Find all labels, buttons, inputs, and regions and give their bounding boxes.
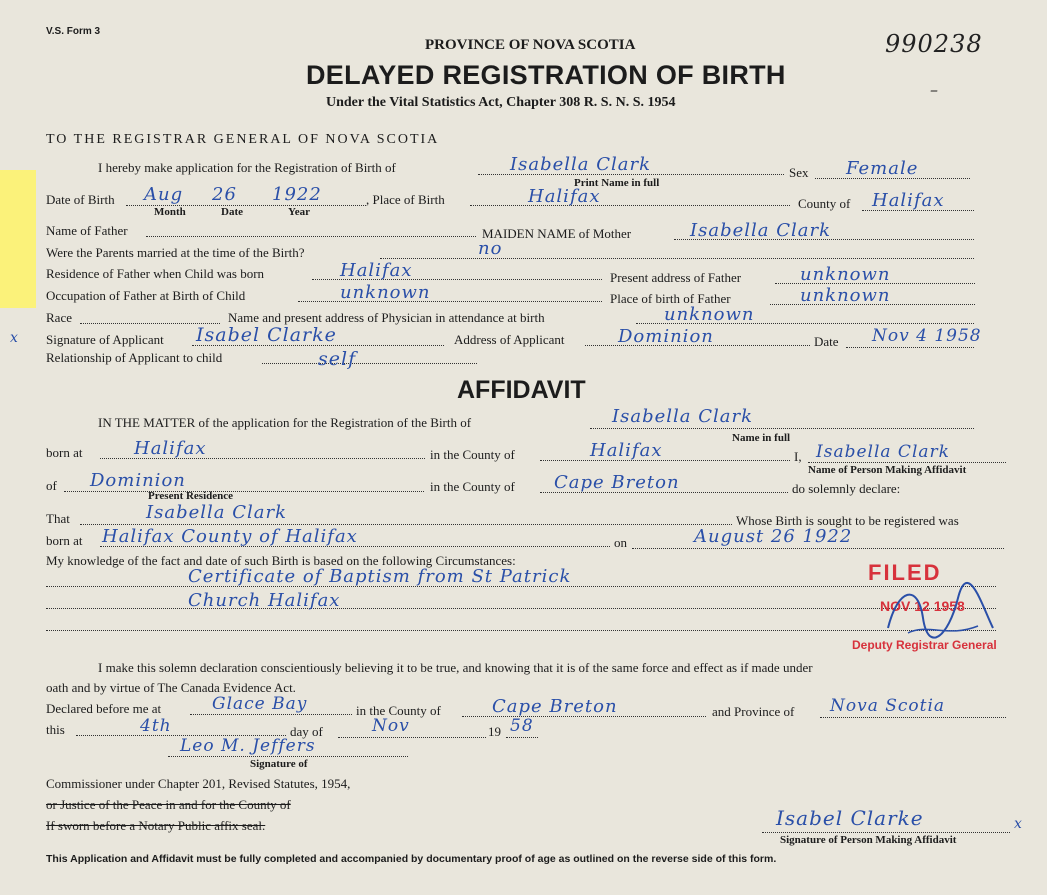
present-address-value: unknown: [800, 264, 891, 285]
label-signature: Signature of Applicant: [46, 332, 164, 347]
born-county-value: Halifax: [590, 440, 663, 461]
label-year: Year: [288, 206, 310, 218]
line-province: [820, 717, 1006, 718]
born-at2-value: Halifax County of Halifax: [102, 526, 358, 547]
label-address: Address of Applicant: [454, 332, 565, 347]
residence-aff-value: Dominion: [90, 470, 186, 491]
line-born-county: [540, 460, 790, 461]
affidavit-heading: AFFIDAVIT: [457, 376, 586, 404]
line-affiant: [808, 462, 1006, 463]
x-mark-left: x: [10, 330, 19, 346]
label-apply: I hereby make application for the Registration of Birth of: [98, 160, 396, 175]
label-declared: Declared before me at: [46, 701, 162, 716]
label-commissioner: Commissioner under Chapter 201, Revised Statutes, 1954,: [46, 776, 351, 791]
label-race: Race: [46, 310, 72, 325]
label-present-address: Present address of Father: [610, 270, 742, 285]
dob-month: Aug: [144, 184, 184, 205]
label-whose: Whose Birth is sought to be registered was: [736, 513, 959, 528]
label-of: of: [46, 478, 57, 493]
label-name-full: Name in full: [732, 432, 791, 444]
address-value: Dominion: [618, 326, 714, 347]
label-month: Month: [154, 206, 186, 218]
married-value: no: [478, 238, 503, 259]
county-value: Halifax: [872, 190, 945, 211]
physician-value: unknown: [664, 304, 755, 325]
label-father: Name of Father: [46, 223, 128, 238]
mother-value: Isabella Clark: [690, 220, 831, 241]
line-aff-name: [590, 428, 974, 429]
year-value: 58: [510, 716, 534, 736]
place-value: Halifax: [528, 186, 601, 207]
label-present-residence: Present Residence: [148, 490, 234, 502]
label-this: this: [46, 722, 65, 737]
sticky-note: [0, 170, 36, 308]
line-date-app: [846, 347, 974, 348]
line-place: [470, 205, 790, 206]
x-mark-right: x: [1014, 816, 1023, 832]
declared-at-value: Glace Bay: [212, 694, 308, 714]
line-year: [506, 737, 538, 738]
stamp-signature-scribble: [878, 578, 998, 648]
label-matter: IN THE MATTER of the application for the Registration of the Birth of: [98, 415, 472, 430]
line-born-on: [632, 548, 1004, 549]
label-oath: oath and by virtue of The Canada Evidence Act.: [46, 680, 296, 695]
label-residence: Residence of Father when Child was born: [46, 266, 265, 281]
label-county: County of: [798, 196, 851, 211]
form-subtitle: Under the Vital Statistics Act, Chapter 308 R. S. N. S. 1954: [326, 95, 676, 110]
stamp-date: NOV 12 1958: [880, 598, 965, 614]
circumstances-line-2: Church Halifax: [188, 590, 341, 611]
line-relationship: [262, 363, 477, 364]
affiant-name: Isabella Clark: [816, 442, 950, 462]
line-father: [146, 236, 476, 237]
label-declare: do solemnly declare:: [792, 481, 901, 496]
line-commissioner-sig: [168, 756, 408, 757]
label-date: Date: [221, 206, 243, 218]
stamp-office: Deputy Registrar General: [852, 638, 997, 652]
declared-province-value: Nova Scotia: [830, 696, 946, 716]
file-number: 990238: [885, 30, 983, 58]
month-value: Nov: [372, 716, 410, 736]
relationship-value: self: [318, 348, 357, 370]
label-on: on: [614, 535, 627, 550]
label-knowledge: My knowledge of the fact and date of such Birth is based on the following Circumstances:: [46, 553, 516, 568]
label-day-of: day of: [290, 724, 323, 739]
label-print-name: Print Name in full: [574, 177, 660, 189]
place-father-value: unknown: [800, 285, 891, 306]
label-notary: If sworn before a Notary Public affix seal.: [46, 818, 266, 833]
footer-note: This Application and Affidavit must be fully completed and accompanied by documentary proof of age as outlined on the reverse side of this form.: [46, 853, 777, 865]
that-name: Isabella Clark: [146, 502, 287, 523]
dob-date: 26: [212, 184, 237, 205]
affiant-signature: Isabel Clarke: [776, 806, 924, 830]
commissioner-signature: Leo M. Jeffers: [180, 736, 316, 756]
label-year-prefix: 19: [488, 724, 501, 739]
line-declared-at: [190, 714, 352, 715]
label-in-county3: in the County of: [356, 703, 441, 718]
label-in-county: in the County of: [430, 447, 515, 462]
circumstances-line-1: Certificate of Baptism from St Patrick: [188, 566, 572, 587]
label-mother: MAIDEN NAME of Mother: [482, 226, 632, 241]
label-place-birth: , Place of Birth: [366, 192, 445, 207]
label-affiant: Name of Person Making Affidavit: [808, 464, 967, 476]
label-place-father: Place of birth of Father: [610, 291, 731, 306]
sex-value: Female: [846, 158, 919, 179]
line-that: [80, 524, 732, 525]
dob-year: 1922: [272, 184, 322, 205]
line-residence-aff: [64, 491, 424, 492]
occupation-value: unknown: [340, 282, 431, 303]
child-name: Isabella Clark: [510, 154, 651, 175]
label-born-at: born at: [46, 445, 83, 460]
res-county-value: Cape Breton: [554, 472, 680, 493]
label-sex: Sex: [789, 165, 809, 180]
label-in-county2: in the County of: [430, 479, 515, 494]
stamp-filed: FILED: [868, 560, 942, 585]
form-title: DELAYED REGISTRATION OF BIRTH: [306, 60, 786, 90]
born-at-value: Halifax: [134, 438, 207, 459]
aff-name: Isabella Clark: [612, 406, 753, 427]
label-relationship: Relationship of Applicant to child: [46, 350, 223, 365]
label-born-at2: born at: [46, 533, 83, 548]
label-dob: Date of Birth: [46, 192, 115, 207]
label-that: That: [46, 511, 70, 526]
day-value: 4th: [140, 716, 172, 736]
label-solemn: I make this solemn declaration conscientiously believing it to be true, and knowing that it is of the same force and effect as if made under: [98, 660, 813, 675]
label-married: Were the Parents married at the time of the Birth?: [46, 245, 305, 260]
line-month: [338, 737, 486, 738]
mark-dash: –: [930, 80, 939, 99]
date-app-value: Nov 4 1958: [872, 326, 982, 346]
label-justice: or Justice of the Peace in and for the County of: [46, 797, 291, 812]
label-occupation: Occupation of Father at Birth of Child: [46, 288, 246, 303]
label-sig-affiant: Signature of Person Making Affidavit: [780, 834, 957, 846]
province-heading: PROVINCE OF NOVA SCOTIA: [425, 37, 636, 53]
form-number: V.S. Form 3: [46, 26, 101, 37]
applicant-signature: Isabel Clarke: [196, 324, 337, 346]
line-affiant-sig: [762, 832, 1010, 833]
label-date-app: Date: [814, 334, 839, 349]
line-married: [380, 258, 974, 259]
label-physician: Name and present address of Physician in attendance at birth: [228, 310, 545, 325]
addressee: TO THE REGISTRAR GENERAL OF NOVA SCOTIA: [46, 132, 440, 147]
residence-value: Halifax: [340, 260, 413, 281]
label-i: I,: [794, 449, 802, 464]
label-province: and Province of: [712, 704, 795, 719]
filed-stamp: [848, 560, 1018, 670]
label-signature-of: Signature of: [250, 758, 308, 770]
declared-county-value: Cape Breton: [492, 696, 618, 717]
born-on-value: August 26 1922: [694, 526, 853, 547]
